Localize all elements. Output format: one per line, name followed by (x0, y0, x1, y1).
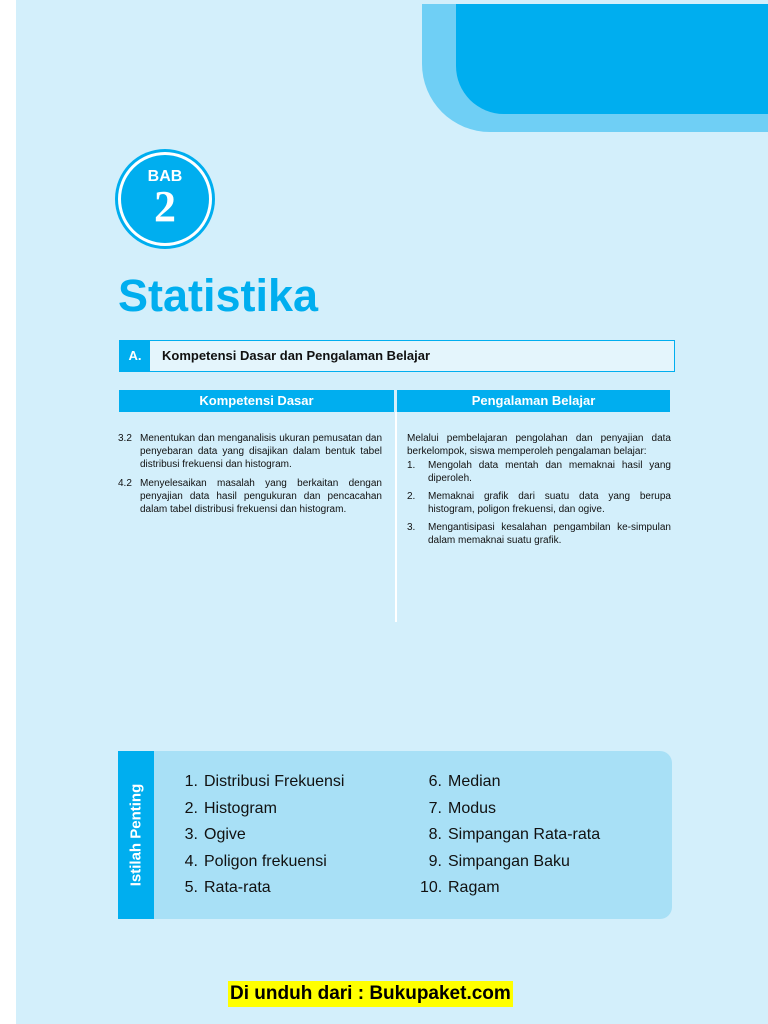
chapter-number: 2 (154, 182, 176, 231)
istilah-item-number: 1. (184, 773, 198, 790)
istilah-item (176, 825, 344, 852)
pengalaman-item (407, 521, 671, 547)
istilah-list-left (176, 772, 344, 905)
istilah-item (420, 852, 600, 879)
pengalaman-item-number: 2. (407, 491, 416, 502)
corner-decoration-dark (456, 4, 768, 114)
pengalaman-item-text: Memaknai grafik dari suatu data yang berupa histogram, poligon frekuensi, dan ogive. (428, 491, 671, 515)
istilah-item-text: Distribusi Frekuensi (204, 773, 345, 790)
page-title: Statistika (118, 270, 319, 321)
istilah-item (176, 878, 344, 905)
kompetensi-item-number: 4.2 (118, 478, 132, 489)
kompetensi-item (118, 477, 382, 516)
istilah-item-text: Simpangan Baku (448, 852, 570, 870)
kompetensi-item-text: Menyelesaikan masalah yang berkaitan dengan penyajian data hasil pengukuran dan pencacahan dalam tabel distribusi frekuensi dan histogram. (140, 478, 382, 515)
download-source-banner: Di unduh dari : Bukupaket.com (228, 981, 513, 1007)
istilah-item-text: Rata-rata (204, 879, 271, 896)
istilah-item-text: Ragam (448, 879, 500, 896)
istilah-label: Istilah Penting (127, 783, 145, 887)
kompetensi-list (118, 432, 382, 522)
column-divider (395, 412, 397, 622)
istilah-penting-box (118, 751, 672, 919)
section-letter: A. (120, 341, 150, 371)
chapter-badge (118, 152, 212, 246)
pengalaman-intro: Melalui pembelajaran pengolahan dan penyajian data berkelompok, siswa memperoleh pengalaman belajar: (407, 433, 671, 457)
pengalaman-item (407, 459, 671, 485)
pengalaman-list (407, 459, 671, 547)
istilah-item (420, 772, 600, 799)
kompetensi-item-number: 3.2 (118, 433, 132, 444)
istilah-item-text: Poligon frekuensi (204, 852, 327, 870)
kompetensi-item (118, 432, 382, 471)
chapter-label: BAB (147, 168, 183, 185)
column-header-pengalaman: Pengalaman Belajar (397, 390, 670, 412)
istilah-list-right (420, 772, 600, 905)
istilah-item (420, 878, 600, 905)
pengalaman-item-number: 3. (407, 522, 416, 533)
istilah-item-number: 9. (428, 852, 442, 870)
istilah-item-number: 10. (420, 879, 443, 896)
istilah-item-text: Simpangan Rata-rata (448, 826, 601, 843)
istilah-item-number: 2. (184, 799, 198, 817)
istilah-item-number: 4. (184, 852, 198, 870)
istilah-item-text: Histogram (204, 799, 277, 817)
istilah-item-text: Ogive (204, 826, 246, 843)
column-header-kompetensi: Kompetensi Dasar (119, 390, 394, 412)
istilah-item-number: 6. (428, 773, 442, 790)
istilah-item (420, 825, 600, 852)
page (16, 0, 768, 1024)
istilah-item-number: 8. (428, 826, 442, 843)
section-heading (119, 340, 675, 372)
pengalaman-column (407, 432, 671, 552)
istilah-item (420, 799, 600, 826)
pengalaman-item-number: 1. (407, 460, 416, 471)
kompetensi-item-text: Menentukan dan menganalisis ukuran pemusatan dan penyebaran data yang disajikan dalam bentuk tabel distribusi frekuensi dan histogram. (140, 433, 382, 470)
pengalaman-item (407, 490, 671, 516)
section-title: Kompetensi Dasar dan Pengalaman Belajar (162, 348, 431, 363)
istilah-side-bar (118, 751, 154, 919)
istilah-item (176, 772, 344, 799)
istilah-item-text: Modus (448, 799, 497, 817)
istilah-item (176, 799, 344, 826)
istilah-item-number: 3. (184, 826, 198, 843)
pengalaman-item-text: Mengantisipasi kesalahan pengambilan ke-simpulan dalam memaknai suatu grafik. (428, 522, 671, 546)
istilah-item (176, 852, 344, 879)
istilah-item-number: 5. (184, 879, 198, 896)
pengalaman-item-text: Mengolah data mentah dan memaknai hasil yang diperoleh. (428, 460, 671, 484)
istilah-item-text: Median (448, 773, 501, 790)
istilah-item-number: 7. (428, 799, 442, 817)
